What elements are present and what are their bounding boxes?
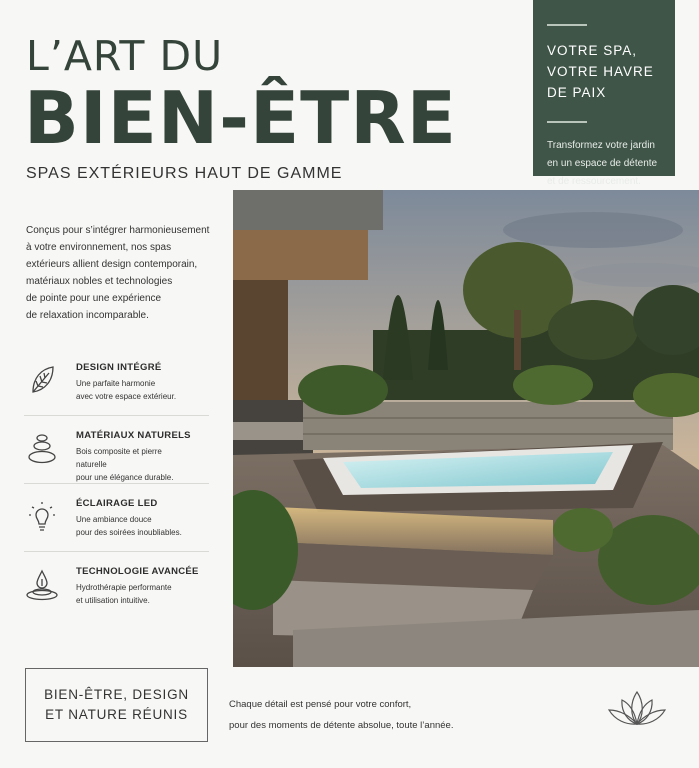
promo-text-line-3: et de ressourcement. <box>547 176 641 187</box>
feature-description: Hydrothérapie performante et utilisation intuitive. <box>76 583 172 605</box>
tagline-line-2: ET NATURE RÉUNIS <box>45 707 188 722</box>
feature-item-technology <box>24 552 209 620</box>
lotus-icon <box>606 688 668 728</box>
promo-divider <box>547 24 587 26</box>
promo-heading <box>547 40 661 103</box>
feature-title: TECHNOLOGIE AVANCÉE <box>76 566 199 577</box>
intro-line: extérieurs allient design contemporain, <box>26 259 198 270</box>
tagline-box <box>25 668 208 742</box>
closing-line-1: Chaque détail est pensé pour votre confort, <box>229 699 412 710</box>
feature-title: MATÉRIAUX NATURELS <box>76 430 191 441</box>
stones-icon <box>24 430 60 466</box>
water-drop-icon <box>24 566 60 602</box>
intro-line: Conçus pour s’intégrer harmonieusement <box>26 225 210 236</box>
intro-line: de pointe pour une expérience <box>26 293 162 304</box>
title-line-2: BIEN-ÊTRE <box>24 76 457 160</box>
feature-title: ÉCLAIRAGE LED <box>76 498 158 509</box>
spa-garden-photo <box>233 190 699 667</box>
feature-description: Une ambiance douce pour des soirées inoubliables. <box>76 515 182 537</box>
feature-description: Une parfaite harmonie avec votre espace extérieur. <box>76 379 177 401</box>
promo-heading-line-2: VOTRE HAVRE <box>547 64 654 79</box>
title-line-1: L’ART DU <box>26 32 224 80</box>
closing-line-2: pour des moments de détente absolue, toute l’année. <box>229 720 454 731</box>
feature-item-materials <box>24 416 209 484</box>
promo-box <box>533 0 675 187</box>
intro-line: à votre environnement, nos spas <box>26 242 172 253</box>
subtitle: SPAS EXTÉRIEURS HAUT DE GAMME <box>26 165 343 182</box>
promo-heading-line-3: DE PAIX <box>547 85 607 100</box>
leaf-icon <box>24 362 60 398</box>
feature-description: Bois composite et pierre naturelle pour une élégance durable. <box>76 447 174 482</box>
tagline-line-1: BIEN-ÊTRE, DESIGN <box>44 687 189 702</box>
promo-divider-2 <box>547 121 587 123</box>
promo-text <box>547 137 661 191</box>
closing-text <box>229 694 529 736</box>
intro-paragraph <box>26 222 226 324</box>
lightbulb-icon <box>24 498 60 534</box>
promo-text-line-2: en un espace de détente <box>547 158 658 169</box>
feature-list <box>24 348 209 620</box>
intro-line: de relaxation incomparable. <box>26 310 149 321</box>
feature-title: DESIGN INTÉGRÉ <box>76 362 162 373</box>
promo-heading-line-1: VOTRE SPA, <box>547 43 638 58</box>
feature-item-design <box>24 348 209 416</box>
feature-item-lighting <box>24 484 209 552</box>
intro-line: matériaux nobles et technologies <box>26 276 173 287</box>
promo-text-line-1: Transformez votre jardin <box>547 140 655 151</box>
